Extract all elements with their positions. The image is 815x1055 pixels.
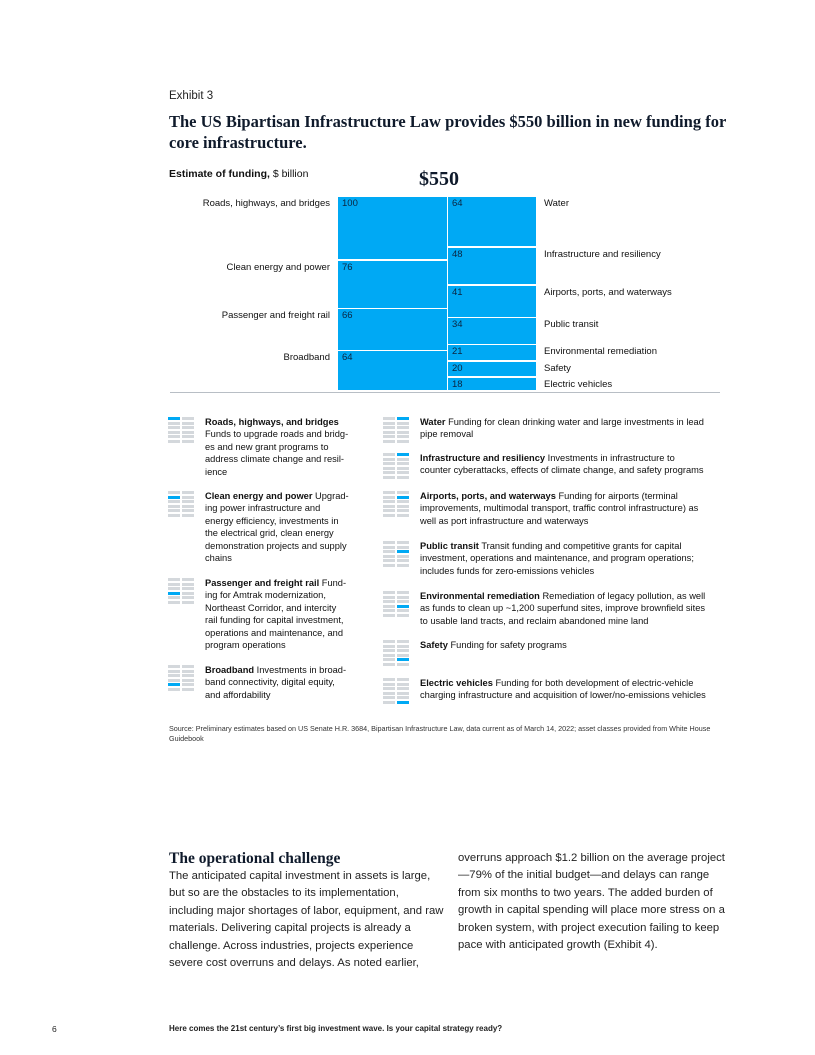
legend-left-2-thumbnail-icon bbox=[168, 578, 194, 606]
thumbnail-cell bbox=[182, 440, 194, 443]
thumbnail-cell bbox=[168, 583, 180, 586]
legend-item-desc-line: ience bbox=[205, 466, 228, 477]
thumbnail-cell bbox=[397, 462, 409, 465]
thumbnail-cell bbox=[168, 500, 180, 503]
legend-left-item-3 bbox=[205, 664, 385, 701]
legend-left-1-thumbnail-icon bbox=[168, 491, 194, 519]
legend-item-desc-line: program operations bbox=[205, 640, 286, 651]
thumbnail-cell bbox=[397, 426, 409, 429]
thumbnail-cell bbox=[397, 431, 409, 434]
legend-item-desc-line: ing for Amtrak modernization, bbox=[205, 590, 326, 601]
thumbnail-cell bbox=[397, 458, 409, 461]
legend-item-desc-line: the electrical grid, clean energy bbox=[205, 528, 334, 539]
thumbnail-cell bbox=[383, 509, 395, 512]
thumbnail-cell bbox=[383, 555, 395, 558]
thumbnail-cell bbox=[168, 422, 180, 425]
legend-right-0-thumbnail-icon bbox=[383, 417, 409, 445]
legend-right-item-1 bbox=[420, 452, 740, 477]
legend-item-name: Electric vehicles bbox=[420, 678, 493, 688]
thumbnail-cell bbox=[168, 435, 180, 438]
thumbnail-cell bbox=[383, 678, 395, 681]
legend-right-item-6 bbox=[420, 677, 740, 702]
right-value-5: 20 bbox=[452, 362, 463, 374]
thumbnail-cell bbox=[168, 670, 180, 673]
thumbnail-cell bbox=[383, 426, 395, 429]
legend-right-3-thumbnail-icon bbox=[383, 541, 409, 569]
thumbnail-cell bbox=[383, 453, 395, 456]
legend-item-desc-line: demonstration projects and supply bbox=[205, 540, 347, 551]
legend-right-1-thumbnail-icon bbox=[383, 453, 409, 481]
thumbnail-cell bbox=[383, 559, 395, 562]
left-label-0: Roads, highways, and bridges bbox=[202, 198, 330, 209]
thumbnail-cell bbox=[397, 467, 409, 470]
thumbnail-cell bbox=[397, 555, 409, 558]
legend-item-name: Environmental remediation bbox=[420, 591, 540, 601]
thumbnail-cell bbox=[383, 654, 395, 657]
thumbnail-cell bbox=[397, 654, 409, 657]
left-value-2: 66 bbox=[342, 310, 353, 322]
thumbnail-cell bbox=[383, 683, 395, 686]
thumbnail-cell bbox=[397, 491, 409, 494]
right-label-4: Environmental remediation bbox=[544, 346, 658, 358]
legend-left-3-thumbnail-icon bbox=[168, 665, 194, 693]
thumbnail-cell bbox=[383, 546, 395, 549]
thumbnail-cell bbox=[182, 435, 194, 438]
legend-item-desc-line: charging infrastructure and acquisition of lower/no-emissions vehicles bbox=[420, 690, 706, 701]
right-value-2: 41 bbox=[452, 286, 463, 298]
right-label-1: Infrastructure and resiliency bbox=[544, 248, 661, 260]
page-number: 6 bbox=[52, 1024, 57, 1034]
thumbnail-cell bbox=[383, 514, 395, 517]
legend-item-name: Public transit bbox=[420, 541, 479, 551]
left-block-1 bbox=[338, 261, 447, 308]
legend-item-desc-line: band connectivity, digital equity, bbox=[205, 677, 335, 688]
thumbnail-cell bbox=[397, 600, 409, 603]
left-label-3: Broadband bbox=[283, 352, 330, 364]
thumbnail-cell bbox=[383, 663, 395, 666]
thumbnail-cell bbox=[182, 496, 194, 499]
left-value-0: 100 bbox=[342, 198, 358, 209]
thumbnail-cell bbox=[397, 435, 409, 438]
thumbnail-cell bbox=[383, 605, 395, 608]
thumbnail-cell bbox=[168, 496, 180, 499]
thumbnail-cell bbox=[168, 514, 180, 517]
legend-left-item-0 bbox=[205, 416, 385, 478]
thumbnail-cell bbox=[397, 696, 409, 699]
left-block-3 bbox=[338, 351, 447, 390]
legend-item-desc-line: energy efficiency, investments in bbox=[205, 515, 339, 526]
thumbnail-cell bbox=[397, 559, 409, 562]
thumbnail-cell bbox=[182, 688, 194, 691]
thumbnail-cell bbox=[383, 435, 395, 438]
thumbnail-cell bbox=[397, 609, 409, 612]
thumbnail-cell bbox=[383, 440, 395, 443]
section-heading: The operational challenge bbox=[169, 850, 341, 867]
legend-right-6-thumbnail-icon bbox=[383, 678, 409, 706]
thumbnail-cell bbox=[397, 476, 409, 479]
thumbnail-cell bbox=[383, 491, 395, 494]
thumbnail-cell bbox=[168, 679, 180, 682]
thumbnail-cell bbox=[397, 550, 409, 553]
thumbnail-cell bbox=[383, 505, 395, 508]
thumbnail-cell bbox=[397, 614, 409, 617]
legend-right-item-5 bbox=[420, 639, 740, 651]
thumbnail-cell bbox=[397, 496, 409, 499]
legend-right-5-thumbnail-icon bbox=[383, 640, 409, 668]
thumbnail-cell bbox=[383, 658, 395, 661]
running-footer: Here comes the 21st century’s first big investment wave. Is your capital strategy ready? bbox=[169, 1024, 503, 1033]
thumbnail-cell bbox=[168, 683, 180, 686]
thumbnail-cell bbox=[397, 640, 409, 643]
legend-item-desc-first: Transit funding and competitive grants for capital bbox=[478, 541, 682, 551]
thumbnail-cell bbox=[383, 467, 395, 470]
right-label-6: Electric vehicles bbox=[544, 378, 613, 390]
legend-right-4-thumbnail-icon bbox=[383, 591, 409, 619]
legend-item-desc-line: to usable land tracts, and reclaim abandoned mine land bbox=[420, 615, 649, 626]
thumbnail-cell bbox=[397, 541, 409, 544]
thumbnail-cell bbox=[182, 665, 194, 668]
legend-item-name: Infrastructure and resiliency bbox=[420, 453, 546, 463]
legend-item-desc-line: Northeast Corridor, and intercity bbox=[205, 602, 337, 613]
body-text-right: overruns approach $1.2 billion on the average project—79% of the initial budget—and delays can range from six months to two years. The added burden of growth in capital spending will place more stress on a broken system, with project execution failing to keep pace with anticipated growth (Exhibit 4). bbox=[458, 852, 725, 952]
thumbnail-cell bbox=[397, 564, 409, 567]
thumbnail-cell bbox=[397, 509, 409, 512]
legend-item-desc-line: as funds to clean up ~1,200 superfund sites, improve brownfield sites bbox=[420, 603, 706, 614]
chart-total: $550 bbox=[419, 168, 459, 190]
right-label-5: Safety bbox=[544, 362, 571, 374]
right-value-1: 48 bbox=[452, 248, 463, 260]
thumbnail-cell bbox=[383, 600, 395, 603]
legend-item-desc-first: Investments in infrastructure to bbox=[545, 453, 675, 463]
thumbnail-cell bbox=[397, 440, 409, 443]
legend-item-desc-first: Funding for safety programs bbox=[447, 640, 567, 650]
legend-item-desc-line: rail funding for capital investment, bbox=[205, 615, 344, 626]
legend-item-desc-first: Funding for clean drinking water and large investments in lead bbox=[445, 417, 704, 427]
thumbnail-cell bbox=[182, 601, 194, 604]
legend-item-desc-line: includes funds for zero-emissions vehicles bbox=[420, 565, 595, 576]
right-value-0: 64 bbox=[452, 198, 463, 209]
thumbnail-cell bbox=[182, 509, 194, 512]
left-value-3: 64 bbox=[342, 352, 353, 364]
chart-subtitle bbox=[169, 168, 308, 180]
thumbnail-cell bbox=[397, 663, 409, 666]
thumbnail-cell bbox=[383, 692, 395, 695]
thumbnail-cell bbox=[383, 500, 395, 503]
legend-item-desc-line: pipe removal bbox=[420, 429, 474, 440]
exhibit-label: Exhibit 3 bbox=[169, 90, 214, 102]
legend-item-desc-first: Fund- bbox=[319, 578, 347, 588]
thumbnail-cell bbox=[383, 591, 395, 594]
thumbnail-cell bbox=[182, 505, 194, 508]
thumbnail-cell bbox=[168, 426, 180, 429]
thumbnail-cell bbox=[168, 587, 180, 590]
thumbnail-cell bbox=[383, 649, 395, 652]
thumbnail-cell bbox=[168, 417, 180, 420]
thumbnail-cell bbox=[397, 500, 409, 503]
thumbnail-cell bbox=[383, 462, 395, 465]
thumbnail-cell bbox=[397, 453, 409, 456]
legend-item-desc-first: Upgrad- bbox=[312, 491, 349, 501]
legend-item-desc-first: Investments in broad- bbox=[254, 665, 347, 675]
thumbnail-cell bbox=[397, 658, 409, 661]
legend-right-item-2 bbox=[420, 490, 740, 527]
legend-item-name: Broadband bbox=[205, 665, 255, 675]
legend-item-desc-line: and affordability bbox=[205, 689, 271, 700]
legend-item-desc-line: chains bbox=[205, 553, 232, 564]
thumbnail-cell bbox=[397, 596, 409, 599]
thumbnail-cell bbox=[182, 500, 194, 503]
legend-item-desc-line: es and new grant programs to bbox=[205, 441, 329, 452]
thumbnail-cell bbox=[397, 422, 409, 425]
left-block-2 bbox=[338, 309, 447, 350]
thumbnail-cell bbox=[397, 692, 409, 695]
thumbnail-cell bbox=[397, 701, 409, 704]
thumbnail-cell bbox=[168, 592, 180, 595]
thumbnail-cell bbox=[397, 546, 409, 549]
legend-left-0-thumbnail-icon bbox=[168, 417, 194, 445]
legend-right-item-4 bbox=[420, 590, 740, 627]
right-value-6: 18 bbox=[452, 378, 463, 390]
thumbnail-cell bbox=[383, 640, 395, 643]
thumbnail-cell bbox=[168, 674, 180, 677]
source-note: Source: Preliminary estimates based on US Senate H.R. 3684, Bipartisan Infrastructure Law, data current as of March 14, 2022; asset classes provided from White House Guidebook bbox=[169, 724, 711, 743]
right-label-2: Airports, ports, and waterways bbox=[544, 286, 672, 298]
legend-item-desc-line: address climate change and resil- bbox=[205, 454, 345, 465]
thumbnail-cell bbox=[383, 614, 395, 617]
legend-item-desc-line: ing power infrastructure and bbox=[205, 503, 321, 514]
legend-left-item-1 bbox=[205, 490, 385, 564]
thumbnail-cell bbox=[168, 491, 180, 494]
legend-right-2-thumbnail-icon bbox=[383, 491, 409, 519]
thumbnail-cell bbox=[182, 491, 194, 494]
thumbnail-cell bbox=[397, 605, 409, 608]
thumbnail-cell bbox=[182, 596, 194, 599]
legend-item-desc-first: Funding for airports (terminal bbox=[555, 491, 678, 501]
legend-item-desc-first: Funding for both development of electric-vehicle bbox=[492, 678, 694, 688]
legend-item-desc-line: counter cyberattacks, effects of climate change, and safety programs bbox=[420, 465, 704, 476]
thumbnail-cell bbox=[182, 592, 194, 595]
thumbnail-cell bbox=[397, 505, 409, 508]
thumbnail-cell bbox=[383, 550, 395, 553]
thumbnail-cell bbox=[383, 471, 395, 474]
right-label-0: Water bbox=[544, 198, 569, 209]
thumbnail-cell bbox=[168, 688, 180, 691]
legend-item-desc-line: Funds to upgrade roads and bridg- bbox=[205, 429, 349, 440]
thumbnail-cell bbox=[383, 687, 395, 690]
thumbnail-cell bbox=[168, 596, 180, 599]
thumbnail-cell bbox=[182, 514, 194, 517]
thumbnail-cell bbox=[383, 645, 395, 648]
thumbnail-cell bbox=[168, 665, 180, 668]
thumbnail-cell bbox=[397, 417, 409, 420]
left-value-1: 76 bbox=[342, 261, 353, 273]
legend-item-name: Airports, ports, and waterways bbox=[420, 491, 556, 501]
thumbnail-cell bbox=[168, 505, 180, 508]
thumbnail-cell bbox=[383, 431, 395, 434]
chart-subtitle-unit: $ billion bbox=[269, 168, 309, 180]
thumbnail-cell bbox=[397, 645, 409, 648]
thumbnail-cell bbox=[182, 422, 194, 425]
legend-item-desc-line: operations and maintenance, and bbox=[205, 627, 344, 638]
thumbnail-cell bbox=[397, 678, 409, 681]
thumbnail-cell bbox=[397, 514, 409, 517]
thumbnail-cell bbox=[383, 609, 395, 612]
thumbnail-cell bbox=[182, 679, 194, 682]
thumbnail-cell bbox=[182, 578, 194, 581]
legend-right-item-0 bbox=[420, 416, 740, 441]
thumbnail-cell bbox=[182, 426, 194, 429]
thumbnail-cell bbox=[383, 458, 395, 461]
legend-right-item-3 bbox=[420, 540, 740, 577]
legend-item-desc-line: improvements, multimodal transport, traffic control infrastructure) as bbox=[420, 503, 699, 514]
thumbnail-cell bbox=[383, 541, 395, 544]
thumbnail-cell bbox=[383, 496, 395, 499]
legend-item-name: Roads, highways, and bridges bbox=[205, 417, 339, 427]
thumbnail-cell bbox=[397, 471, 409, 474]
legend-item-desc-line: investment, operations and maintenance, and program operations; bbox=[420, 553, 694, 564]
thumbnail-cell bbox=[383, 476, 395, 479]
thumbnail-cell bbox=[397, 683, 409, 686]
legend-item-name: Passenger and freight rail bbox=[205, 578, 320, 588]
thumbnail-cell bbox=[182, 583, 194, 586]
exhibit-title: The US Bipartisan Infrastructure Law provides $550 billion in new funding for core infrastructure. bbox=[169, 112, 726, 152]
thumbnail-cell bbox=[168, 578, 180, 581]
thumbnail-cell bbox=[397, 687, 409, 690]
body-text-left: The anticipated capital investment in assets is large, but so are the obstacles to its implementation, including major shortages of labor, equipment, and raw materials. Delivering capital projects is already a challenge. Across industries, projects experience severe cost overruns and delays. As noted earlier, bbox=[169, 870, 444, 970]
thumbnail-cell bbox=[182, 417, 194, 420]
chart-baseline bbox=[170, 392, 720, 393]
thumbnail-cell bbox=[383, 696, 395, 699]
thumbnail-cell bbox=[182, 674, 194, 677]
right-value-3: 34 bbox=[452, 319, 463, 331]
left-label-2: Passenger and freight rail bbox=[221, 310, 330, 322]
chart-subtitle-bold: Estimate of funding, bbox=[169, 168, 270, 180]
thumbnail-cell bbox=[168, 601, 180, 604]
legend-item-desc-first: Remediation of legacy pollution, as well bbox=[539, 591, 706, 601]
right-value-4: 21 bbox=[452, 346, 463, 358]
left-label-1: Clean energy and power bbox=[226, 261, 330, 273]
thumbnail-cell bbox=[182, 670, 194, 673]
legend-item-name: Safety bbox=[420, 640, 448, 650]
thumbnail-cell bbox=[182, 431, 194, 434]
legend-left-item-2 bbox=[205, 577, 385, 651]
thumbnail-cell bbox=[182, 683, 194, 686]
legend-item-name: Water bbox=[420, 417, 446, 427]
thumbnail-cell bbox=[168, 431, 180, 434]
thumbnail-cell bbox=[397, 649, 409, 652]
legend-item-name: Clean energy and power bbox=[205, 491, 313, 501]
thumbnail-cell bbox=[383, 422, 395, 425]
thumbnail-cell bbox=[168, 509, 180, 512]
thumbnail-cell bbox=[168, 440, 180, 443]
thumbnail-cell bbox=[383, 417, 395, 420]
thumbnail-cell bbox=[397, 591, 409, 594]
thumbnail-cell bbox=[383, 596, 395, 599]
legend-item-desc-line: well as port infrastructure and waterways bbox=[420, 515, 589, 526]
thumbnail-cell bbox=[383, 564, 395, 567]
right-label-3: Public transit bbox=[544, 319, 599, 331]
thumbnail-cell bbox=[383, 701, 395, 704]
thumbnail-cell bbox=[182, 587, 194, 590]
